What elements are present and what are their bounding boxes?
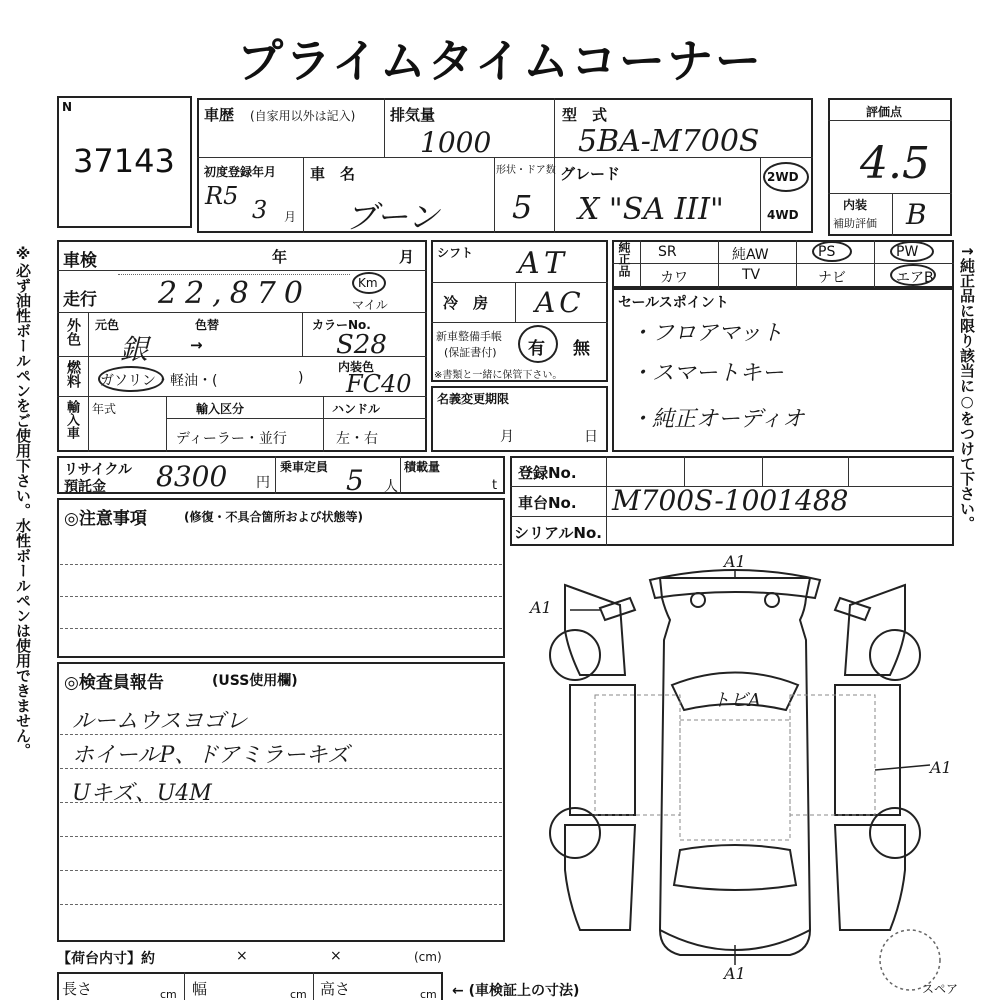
capacity-unit: 人 [384,479,398,495]
interior-score-label-1: 内装 [843,198,868,212]
airbag-circle [890,264,936,286]
inspector-line-3: Uキズ、U4M [72,781,212,806]
genuine-navi: ナビ [818,270,846,286]
orig-color-label: 元色 [95,318,120,332]
sales-point-2: ・スマートキー [630,361,784,386]
genuine-tv: TV [742,267,761,283]
ac-label: 冷 房 [443,294,489,312]
interior-score-label-2: 補助評価 [833,217,877,230]
inspector-label: ◎検査員報告 [64,673,164,693]
right-note: ↑純正品に限り該当に○をつけて下さい。 [958,245,976,531]
km-circle [352,272,386,294]
mileage-value: 22,870 [158,276,311,311]
genuine-airbag: エアB [896,270,934,286]
import-side-label: 輸入車 [64,400,79,439]
damage-mark-rear: A1 [724,964,746,983]
cargo-length-label: 長さ [62,980,93,998]
shift-label: シフト [437,246,474,260]
genuine-ps: PS [818,244,836,260]
chassis-no-value: M700S-1001488 [612,484,849,517]
shaken-month-unit: 月 [399,248,415,266]
damage-mark-front: A1 [724,552,746,571]
cargo-unit: (cm) [414,950,442,964]
sales-point-3: ・純正オーディオ [630,407,805,432]
recycle-label-1: リサイクル [64,462,133,478]
fuel-side-label: 燃料 [65,360,81,388]
pw-circle [890,241,934,262]
notes-sub: (修復・不具合箇所および状態等) [184,510,363,524]
left-note: ※必ず油性ボールペンをご使用下さい。水性ボールペンは使用できません。 [14,245,32,758]
recycle-label-2: 預託金 [64,479,106,495]
color-code-value: S28 [336,330,387,360]
inspector-sub: (USS使用欄) [212,673,298,689]
first-reg-label: 初度登録年月 [204,165,277,179]
score-label: 評価点 [866,105,903,119]
manual-yes-circle [518,325,558,363]
color-side-label: 外色 [65,318,81,346]
name-change-month: 月 [500,429,514,445]
load-label: 積載量 [404,460,441,474]
inspector-line-2: ホイールP、ドアミラーキズ [72,743,350,768]
manual-yes: 有 [528,339,545,359]
lot-box [57,96,192,228]
cargo-height-label: 高さ [320,980,351,998]
sales-point-2-text: スマートキー [652,361,784,386]
cargo-label: 【荷台内寸】約 [57,951,155,967]
model-type-value: 5BA-M700S [578,124,760,159]
serial-no-label: シリアルNo. [514,524,602,542]
doors-label: 形状・ドア数 [496,165,556,176]
load-unit: t [492,478,498,493]
page-title: プライムタイムコーナー [237,34,763,88]
interior-color-value: FC40 [346,370,412,398]
windshield-mark: トビA [712,690,761,711]
recycle-value: 8300 [156,460,228,493]
sales-point-3-text: 純正オーディオ [652,407,805,432]
genuine-leather: カワ [660,270,688,286]
cargo-length-cm: cm [160,988,177,1001]
lot-number: 37143 [73,142,175,180]
first-reg-month-unit: 月 [284,210,297,224]
ac-value: AC [535,286,585,319]
fuel-close: ) [298,370,304,386]
interior-score-value: B [906,198,927,231]
import-class-value: ディーラー・並行 [176,431,287,447]
name-change-day: 日 [584,429,598,445]
shaken-year-unit: 年 [272,248,288,266]
cargo-width-cm: cm [290,988,307,1001]
car-name-value: ブーン [345,198,440,236]
shift-value: AT [518,246,571,281]
cargo-dims-table [57,972,443,1000]
damage-mark-left-front: A1 [530,598,552,617]
color-code-label: カラーNo. [312,318,371,332]
lot-prefix: N [62,100,73,114]
genuine-pw: PW [896,244,919,260]
chassis-no-label: 車台No. [518,494,577,512]
mileage-unit-mile: マイル [352,298,388,312]
first-reg-month: 3 [252,196,268,224]
sales-point-1: ・フロアマット [630,321,784,346]
drive-4wd: 4WD [767,208,799,222]
history-label: 車歴 [204,106,235,124]
grade-value: X "SA III" [578,192,724,227]
cargo-note: ← (車検証上の寸法) [452,983,580,999]
color-change-label: 色替 [195,318,220,332]
manual-no: 無 [573,339,590,359]
reg-no-label: 登録No. [518,464,577,482]
genuine-aw: 純AW [732,247,769,263]
interior-color-label: 内装色 [338,360,375,374]
mileage-unit-km: Km [358,276,378,290]
manual-note: ※書類と一緒に保管下さい。 [434,370,563,381]
color-arrow: → [190,336,203,354]
genuine-side-label: 純正品 [617,241,631,277]
orig-color-value: 銀 [120,333,149,366]
score-value: 4.5 [860,138,930,189]
handle-label: ハンドル [332,402,381,416]
first-reg-year: R5 [205,182,239,210]
recycle-unit: 円 [256,475,270,491]
capacity-label: 乗車定員 [280,460,329,474]
gasoline-circle [98,366,164,392]
displacement-value: 1000 [420,126,492,159]
cargo-height-cm: cm [420,988,437,1001]
spare-label: スペア [922,982,959,996]
displacement-label: 排気量 [390,106,436,124]
manual-label-2: (保証書付) [444,346,497,359]
drive-2wd: 2WD [767,170,799,184]
sales-point-1-text: フロアマット [652,321,784,346]
name-change-label: 名義変更期限 [437,392,510,406]
import-class-label: 輸入区分 [196,402,245,416]
grade-label: グレード [560,165,621,183]
car-name-label: 車 名 [310,165,356,183]
shaken-label: 車検 [63,251,97,271]
doors-value: 5 [512,188,533,226]
cargo-x-2: × [330,948,342,964]
manual-label-1: 新車整備手帳 [436,330,502,343]
ps-circle [812,241,852,262]
capacity-value: 5 [346,464,364,497]
import-year-label: 年式 [92,402,117,416]
notes-label: ◎注意事項 [64,509,147,529]
mileage-label: 走行 [63,290,97,310]
model-type-label: 型 式 [562,106,608,124]
cargo-x-1: × [236,948,248,964]
inspector-line-1: ルームウスヨゴレ [72,709,248,734]
drive-2wd-circle [763,162,809,192]
fuel-options: ガソリン・軽油・( [100,373,218,389]
genuine-sr: SR [658,244,677,260]
handle-value: 左・右 [336,431,378,447]
sales-points-label: セールスポイント [618,295,729,311]
car-diagram [510,550,960,995]
cargo-width-label: 幅 [192,980,208,998]
history-note: (自家用以外は記入) [250,109,356,123]
damage-mark-right: A1 [930,758,952,777]
